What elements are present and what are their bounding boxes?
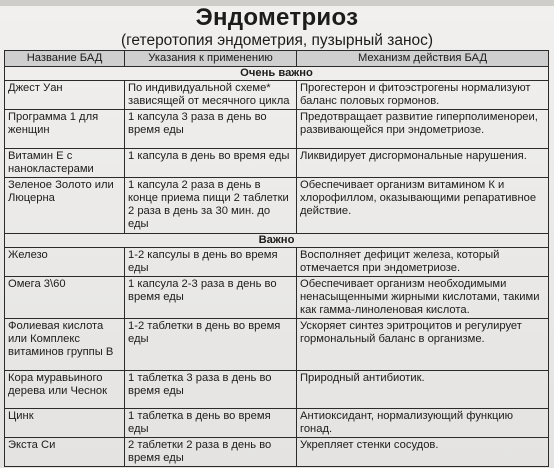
table-row [5,319,549,371]
cell-name: Фолиевая кислота или Комплекс витаминов группы В [5,319,125,371]
cell-mechanism: Восполняет дефицит железа, который отмечается при эндометриозе. [297,248,549,277]
cell-usage: 1-2 таблетки в день во время еды [125,319,297,371]
cell-name: Джест Уан [5,81,125,110]
table-row [5,149,549,178]
cell-mechanism: Обеспечивает организм витамином К и хлорофиллом, оказывающими репаративное действие. [297,178,549,234]
cell-name: Программа 1 для женщин [5,110,125,149]
section-very-important [5,67,549,81]
table-row [5,110,549,149]
cell-usage: 1 таблетка в день во время еды [125,409,297,438]
page-subtitle: (гетеротопия эндометрия, пузырный занос) [120,32,434,49]
table-row [5,371,549,409]
page-title: Эндометриоз [195,4,359,31]
table-row [5,248,549,277]
cell-name: Омега 3\60 [5,277,125,319]
table-row [5,438,549,467]
cell-usage: По индивидуальной схеме* зависящей от месячного цикла [125,81,297,110]
cell-name: Кора муравьиного дерева или Чеснок [5,371,125,409]
cell-mechanism: Прогестерон и фитоэстрогены нормализуют баланс половых гормонов. [297,81,549,110]
cell-name: Зеленое Золото или Люцерна [5,178,125,234]
header-mechanism: Механизм действия БАД [297,51,549,67]
cell-usage: 1 таблетка 3 раза в день во время еды [125,371,297,409]
section-label: Очень важно [5,67,549,81]
cell-usage: 1-2 капсулы в день во время еды [125,248,297,277]
cell-usage: 1 капсула 3 раза в день во время еды [125,110,297,149]
cell-name: Витамин Е с нанокластерами [5,149,125,178]
cell-name: Цинк [5,409,125,438]
cell-mechanism: Ускоряет синтез эритроцитов и регулирует гормональный баланс в организме. [297,319,549,371]
cell-mechanism: Ликвидирует дисгормональные нарушения. [297,149,549,178]
table-row [5,277,549,319]
table-row [5,178,549,234]
cell-usage: 1 капсула в день во время еды [125,149,297,178]
table-row [5,409,549,438]
table-header-row [5,51,549,67]
section-label: Важно [5,234,549,248]
header-name: Название БАД [5,51,125,67]
cell-mechanism: Предотвращает развитие гиперполименореи, развивающейся при эндометриозе. [297,110,549,149]
section-important [5,234,549,248]
cell-usage: 1 капсула 2-3 раза в день во время еды [125,277,297,319]
cell-usage: 2 таблетки 2 раза в день во время еды [125,438,297,467]
cell-name: Экста Си [5,438,125,467]
supplements-table [4,50,549,467]
table-row [5,81,549,110]
cell-mechanism: Обеспечивает организм необходимыми ненасыщенными жирными кислотами, такими как гамма-линоленовая кислота. [297,277,549,319]
cell-usage: 1 капсула 2 раза в день в конце приема пищи 2 таблетки 2 раза в день за 30 мин. до еды [125,178,297,234]
cell-mechanism: Природный антибиотик. [297,371,549,409]
cell-mechanism: Антиоксидант, нормализующий функцию гонад. [297,409,549,438]
header-usage: Указания к применению [125,51,297,67]
cell-name: Железо [5,248,125,277]
cell-mechanism: Укрепляет стенки сосудов. [297,438,549,467]
